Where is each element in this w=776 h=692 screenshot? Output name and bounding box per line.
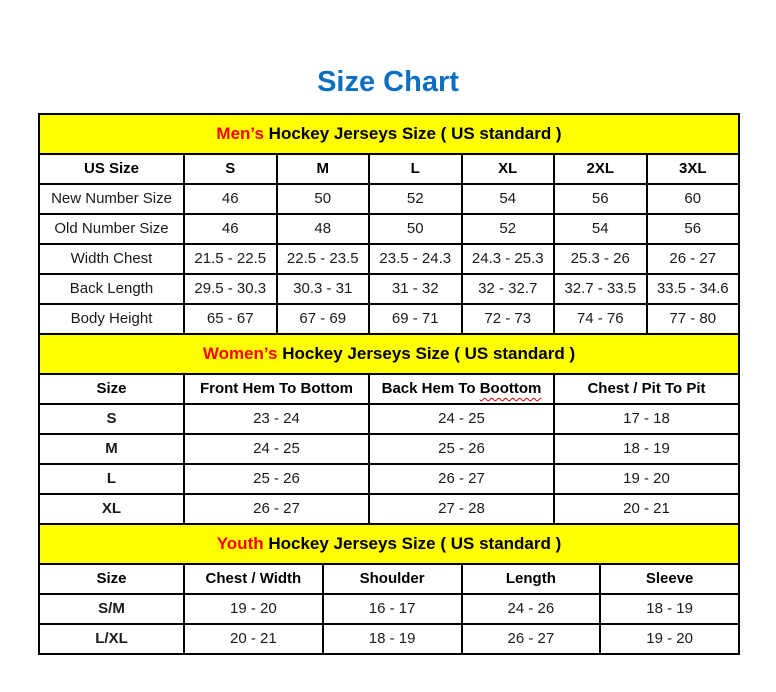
mens-col-header: L <box>369 154 462 184</box>
womens-data-row <box>39 434 739 464</box>
mens-value-cell: 54 <box>462 184 555 214</box>
misspelled-word: Boottom <box>479 379 542 397</box>
youth-section-title-rest: Hockey Jerseys Size ( US standard ) <box>263 533 562 553</box>
youth-size-table <box>38 523 740 655</box>
mens-col-header: S <box>184 154 277 184</box>
youth-value-cell: 19 - 20 <box>600 624 739 654</box>
womens-value-cell: 25 - 26 <box>369 434 554 464</box>
womens-section-title-rest: Hockey Jerseys Size ( US standard ) <box>277 343 576 363</box>
mens-value-cell: 60 <box>647 184 740 214</box>
youth-row-label: L/XL <box>39 624 184 654</box>
mens-section-title <box>39 114 739 154</box>
youth-value-cell: 16 - 17 <box>323 594 462 624</box>
womens-data-row <box>39 464 739 494</box>
mens-value-cell: 77 - 80 <box>647 304 740 334</box>
mens-value-cell: 32 - 32.7 <box>462 274 555 304</box>
mens-value-cell: 23.5 - 24.3 <box>369 244 462 274</box>
womens-value-cell: 25 - 26 <box>184 464 369 494</box>
mens-value-cell: 56 <box>647 214 740 244</box>
womens-header-row <box>39 374 739 404</box>
mens-value-cell: 52 <box>462 214 555 244</box>
youth-section-title <box>39 524 739 564</box>
womens-value-cell: 20 - 21 <box>554 494 739 524</box>
mens-value-cell: 48 <box>277 214 370 244</box>
mens-col-header: XL <box>462 154 555 184</box>
mens-header-row <box>39 154 739 184</box>
womens-section-title-highlight: Women’s <box>202 343 278 363</box>
mens-row-label: Width Chest <box>39 244 184 274</box>
mens-col-header: US Size <box>39 154 184 184</box>
mens-size-table <box>38 113 740 335</box>
womens-col-header: Back Hem To Boottom <box>369 374 554 404</box>
mens-section-title-rest: Hockey Jerseys Size ( US standard ) <box>263 123 562 143</box>
womens-data-row <box>39 494 739 524</box>
mens-col-header: M <box>277 154 370 184</box>
womens-row-label: XL <box>39 494 184 524</box>
womens-value-cell: 26 - 27 <box>184 494 369 524</box>
youth-value-cell: 18 - 19 <box>600 594 739 624</box>
womens-row-label: M <box>39 434 184 464</box>
mens-value-cell: 65 - 67 <box>184 304 277 334</box>
page-title: Size Chart <box>317 66 459 98</box>
mens-col-header: 3XL <box>647 154 740 184</box>
womens-value-cell: 19 - 20 <box>554 464 739 494</box>
mens-value-cell: 32.7 - 33.5 <box>554 274 647 304</box>
womens-value-cell: 18 - 19 <box>554 434 739 464</box>
mens-row-label: New Number Size <box>39 184 184 214</box>
youth-data-row <box>39 594 739 624</box>
mens-section-row <box>39 114 739 154</box>
youth-row-label: S/M <box>39 594 184 624</box>
size-tables <box>38 113 740 655</box>
womens-row-label: L <box>39 464 184 494</box>
youth-data-row <box>39 624 739 654</box>
mens-value-cell: 26 - 27 <box>647 244 740 274</box>
youth-section-title-highlight: Youth <box>216 533 264 553</box>
mens-value-cell: 46 <box>184 184 277 214</box>
mens-value-cell: 74 - 76 <box>554 304 647 334</box>
mens-row-label: Back Length <box>39 274 184 304</box>
youth-section-row <box>39 524 739 564</box>
womens-value-cell: 24 - 25 <box>369 404 554 434</box>
womens-col-header: Front Hem To Bottom <box>184 374 369 404</box>
youth-value-cell: 24 - 26 <box>462 594 601 624</box>
youth-value-cell: 26 - 27 <box>462 624 601 654</box>
womens-data-row <box>39 404 739 434</box>
mens-value-cell: 50 <box>277 184 370 214</box>
mens-value-cell: 30.3 - 31 <box>277 274 370 304</box>
mens-row-label: Old Number Size <box>39 214 184 244</box>
womens-col-header: Chest / Pit To Pit <box>554 374 739 404</box>
mens-value-cell: 31 - 32 <box>369 274 462 304</box>
mens-data-row <box>39 184 739 214</box>
womens-col-header: Size <box>39 374 184 404</box>
mens-value-cell: 54 <box>554 214 647 244</box>
youth-col-header: Chest / Width <box>184 564 323 594</box>
womens-value-cell: 26 - 27 <box>369 464 554 494</box>
youth-col-header: Sleeve <box>600 564 739 594</box>
mens-value-cell: 46 <box>184 214 277 244</box>
youth-col-header: Size <box>39 564 184 594</box>
womens-section-title <box>39 334 739 374</box>
mens-value-cell: 50 <box>369 214 462 244</box>
mens-value-cell: 52 <box>369 184 462 214</box>
mens-data-row <box>39 304 739 334</box>
mens-row-label: Body Height <box>39 304 184 334</box>
mens-col-header: 2XL <box>554 154 647 184</box>
mens-value-cell: 22.5 - 23.5 <box>277 244 370 274</box>
mens-data-row <box>39 274 739 304</box>
youth-col-header: Shoulder <box>323 564 462 594</box>
womens-value-cell: 27 - 28 <box>369 494 554 524</box>
mens-value-cell: 25.3 - 26 <box>554 244 647 274</box>
mens-value-cell: 29.5 - 30.3 <box>184 274 277 304</box>
youth-col-header: Length <box>462 564 601 594</box>
youth-value-cell: 19 - 20 <box>184 594 323 624</box>
mens-data-row <box>39 244 739 274</box>
youth-value-cell: 20 - 21 <box>184 624 323 654</box>
mens-value-cell: 69 - 71 <box>369 304 462 334</box>
mens-value-cell: 33.5 - 34.6 <box>647 274 740 304</box>
mens-value-cell: 24.3 - 25.3 <box>462 244 555 274</box>
mens-value-cell: 21.5 - 22.5 <box>184 244 277 274</box>
womens-value-cell: 23 - 24 <box>184 404 369 434</box>
mens-value-cell: 72 - 73 <box>462 304 555 334</box>
mens-data-row <box>39 214 739 244</box>
womens-section-row <box>39 334 739 374</box>
youth-value-cell: 18 - 19 <box>323 624 462 654</box>
mens-value-cell: 67 - 69 <box>277 304 370 334</box>
womens-value-cell: 17 - 18 <box>554 404 739 434</box>
youth-header-row <box>39 564 739 594</box>
womens-row-label: S <box>39 404 184 434</box>
mens-value-cell: 56 <box>554 184 647 214</box>
womens-value-cell: 24 - 25 <box>184 434 369 464</box>
womens-size-table <box>38 333 740 525</box>
mens-section-title-highlight: Men’s <box>216 123 264 143</box>
